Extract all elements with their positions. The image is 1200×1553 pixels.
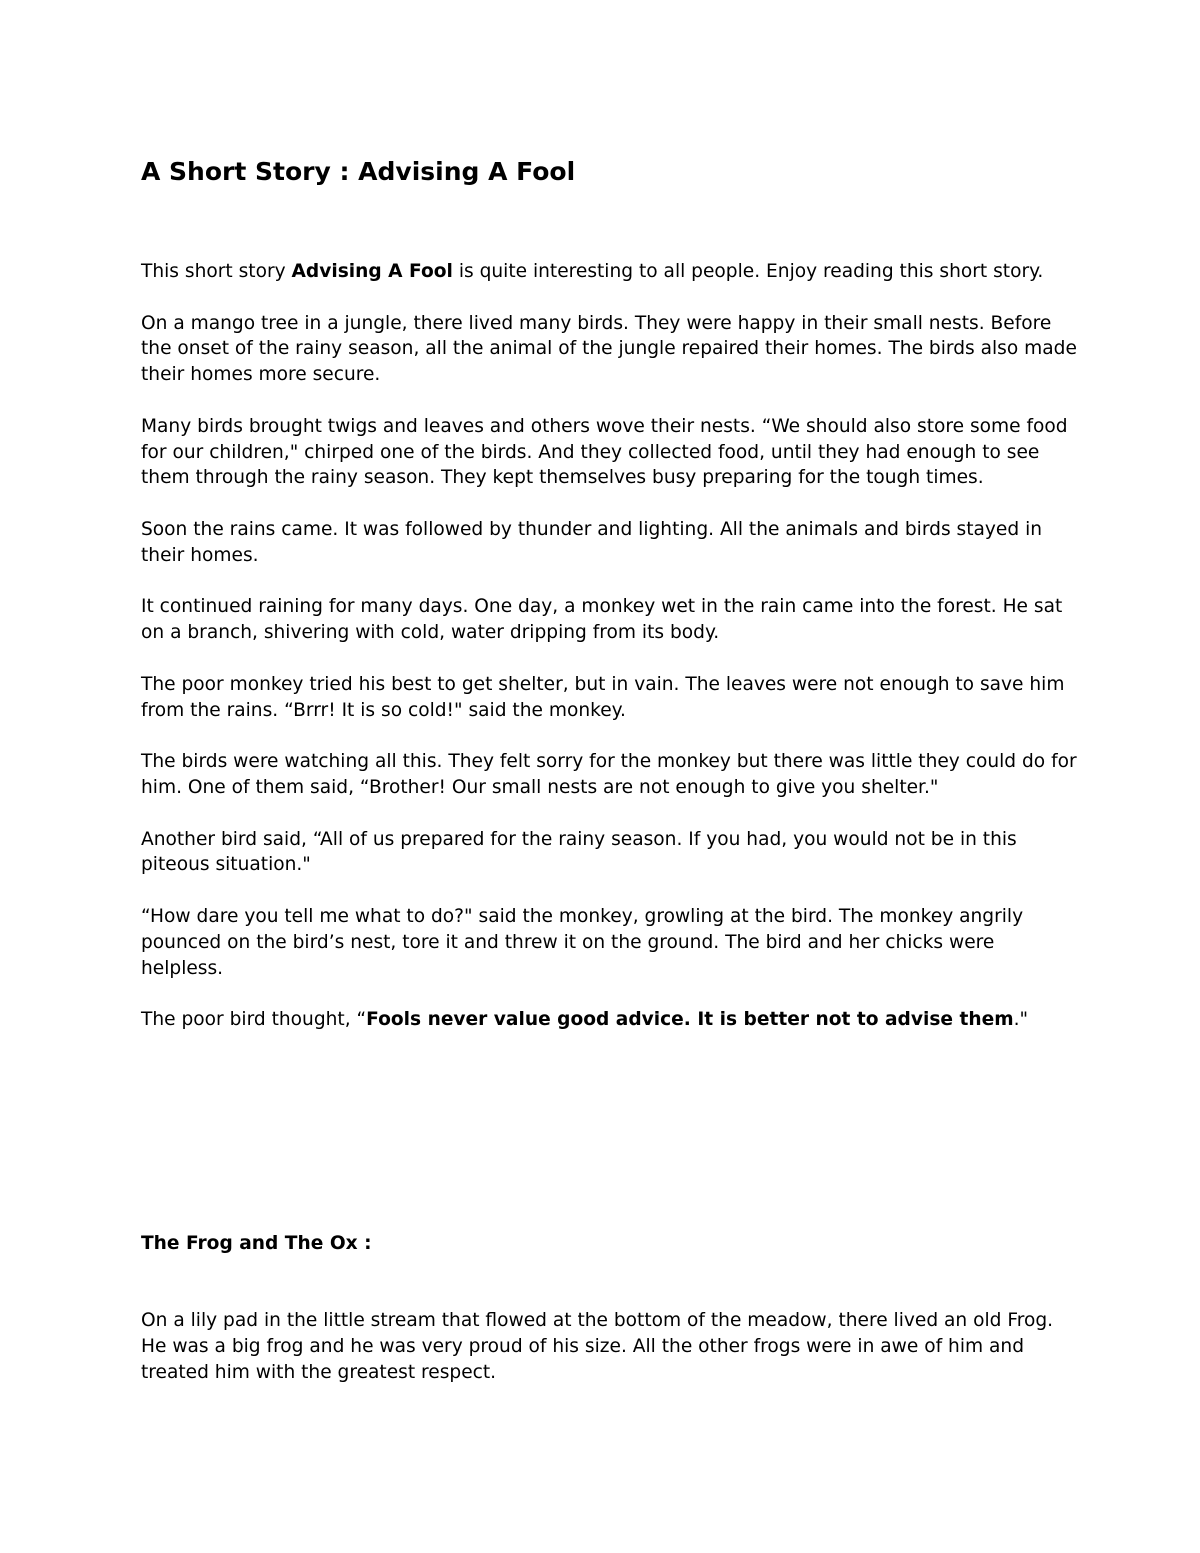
section2-body [141,1308,1081,1385]
story-body [141,259,1081,1033]
story-paragraph: Another bird said, “All of us prepared for the rainy season. If you had, you would not be in this piteous situation." [141,828,1017,876]
story-paragraph: “How dare you tell me what to do?" said the monkey, growling at the bird. The monkey angrily pounced on the bird’s nest, tore it and threw it on the ground. The bird and her chicks were helpless. [141,905,1024,979]
intro-story-name: Advising A Fool [291,261,453,282]
story-paragraph: It continued raining for many days. One day, a monkey wet in the rain came into the forest. He sat on a branch, shivering with cold, water dripping from its body. [141,596,1063,644]
story-paragraph: Many birds brought twigs and leaves and others wove their nests. “We should also store some food for our children," chirped one of the birds. And they collected food, until they had enough to see them through the rainy season. They kept themselves busy preparing for the tough times. [141,415,1068,489]
page-title: A Short Story : Advising A Fool [141,157,576,186]
intro-paragraph [141,259,1081,285]
story-paragraph: On a mango tree in a jungle, there lived many birds. They were happy in their small nests. Before the onset of the rainy season, all the animal of the jungle repaired their homes. The birds also made their homes more secure. [141,312,1077,386]
moral-text: Fools never value good advice. It is better not to advise them [366,1009,1014,1031]
closing-text-after: ." [1013,1009,1029,1031]
closing-text-before: The poor bird thought, “ [141,1009,367,1031]
intro-text-before: This short story [141,261,292,282]
story-paragraph: Soon the rains came. It was followed by thunder and lighting. All the animals and birds stayed in their homes. [141,518,1043,566]
story-paragraph: The poor monkey tried his best to get shelter, but in vain. The leaves were not enough to save him from the rains. “Brrr! It is so cold!" said the monkey. [141,673,1065,721]
story-paragraph: The birds were watching all this. They felt sorry for the monkey but there was little they could do for him. One of them said, “Brother! Our small nests are not enough to give you shelter." [141,751,1077,798]
section-heading: The Frog and The Ox : [141,1233,372,1254]
intro-text-after: is quite interesting to all people. Enjoy reading this short story. [452,261,1044,282]
closing-paragraph [141,1007,1081,1033]
section2-paragraph: On a lily pad in the little stream that flowed at the bottom of the meadow, there lived an old Frog. He was a big frog and he was very proud of his size. All the other frogs were in awe of him and treated him with the greatest respect. [141,1310,1054,1383]
